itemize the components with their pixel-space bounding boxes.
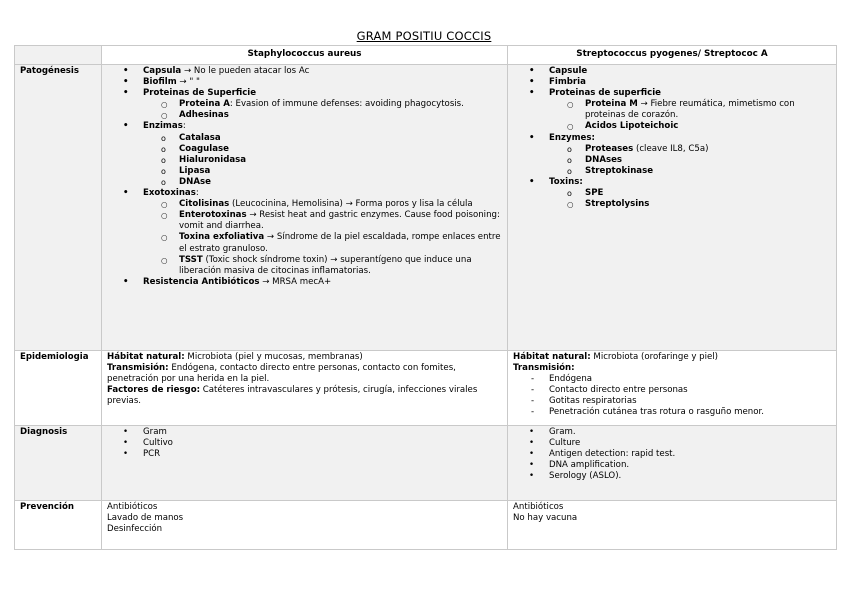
row-patogenesis: [15, 65, 837, 351]
list-item: ○ Toxina exfoliativa → Síndrome de la piel escaldada, rompe enlaces entre el estrato granuloso.: [107, 232, 502, 254]
staph-patogenesis-cell: [102, 65, 508, 351]
list-item: • Proteinas de superficie ○ Proteina M → Fiebre reumática, mimetismo con proteinas de corazón. ○ Acidos Lipoteichoic: [513, 88, 831, 132]
list-item: • Fimbria: [513, 77, 831, 88]
list-item: o Hialuronidasa: [107, 155, 502, 166]
list-item: ○ Proteina A: Evasion of immune defenses: avoiding phagocytosis.: [107, 99, 502, 110]
list-item: o DNAses: [513, 155, 831, 166]
list-item: o SPE: [513, 188, 831, 199]
list-item: • Serology (ASLO).: [513, 471, 831, 482]
row-label-prevencion: Prevención: [15, 501, 102, 550]
list-item: o Streptokinase: [513, 166, 831, 177]
list-item: o Proteases (cleave IL8, C5a): [513, 144, 831, 155]
list-item: • Toxins: o SPE ○ Streptolysins: [513, 177, 831, 210]
comparison-table: [14, 45, 837, 550]
list-item: o Lipasa: [107, 166, 502, 177]
list-item: o DNAse: [107, 177, 502, 188]
list-item: • DNA amplification.: [513, 460, 831, 471]
list-item: • Gram: [107, 427, 502, 438]
list-item: - Endógena: [513, 374, 831, 385]
list-item: ○ Enterotoxinas → Resist heat and gastric enzymes. Cause food poisoning: vomit and diarrhea.: [107, 210, 502, 232]
list-item: ○ Acidos Lipoteichoic: [513, 121, 831, 132]
header-staphylococcus: Staphylococcus aureus: [102, 46, 508, 65]
row-label-diagnosis: Diagnosis: [15, 426, 102, 501]
row-diagnosis: [15, 426, 837, 501]
list-item: • Antigen detection: rapid test.: [513, 449, 831, 460]
list-item: ○ Proteina M → Fiebre reumática, mimetismo con proteinas de corazón.: [513, 99, 831, 121]
list-item: Desinfección: [107, 524, 163, 535]
strep-prevencion-cell: [508, 501, 837, 550]
list-item: ○ TSST (Toxic shock síndrome toxin) → superantígeno que induce una liberación masiva de citocinas inflamatorias.: [107, 255, 502, 277]
list-item: • PCR: [107, 449, 502, 460]
list-item: • Capsula → No le pueden atacar los Ac: [107, 66, 502, 77]
staph-diagnosis-cell: [102, 426, 508, 501]
list-item: • Enzimas: o Catalasa o Coagulase o Hialuronidasa o Lipasa o DNAse: [107, 121, 502, 188]
list-item: ○ Citolisinas (Leucocinina, Hemolisina) → Forma poros y lisa la célula: [107, 199, 502, 210]
list-item: Antibióticos: [513, 502, 564, 512]
list-item: ○ Adhesinas: [107, 110, 502, 121]
list-item: • Culture: [513, 438, 831, 449]
row-label-patogenesis: Patogénesis: [15, 65, 102, 351]
strep-patogenesis-cell: [508, 65, 837, 351]
header-empty-cell: [15, 46, 102, 65]
list-item: • Gram.: [513, 427, 831, 438]
list-item: - Penetración cutánea tras rotura o rasguño menor.: [513, 407, 831, 418]
staph-prevencion-cell: [102, 501, 508, 550]
row-prevencion: [15, 501, 837, 550]
header-row: [15, 46, 837, 65]
list-item: No hay vacuna: [513, 513, 578, 524]
strep-epidemiologia-cell: Hábitat natural: Microbiota (orofaringe y piel) Transmisión: - Endógena - Contacto directo entre personas - Gotitas respiratorias - Penetración cutánea tras rotura o rasguño menor.: [508, 351, 837, 426]
list-item: • Biofilm → " ": [107, 77, 502, 88]
list-item: - Gotitas respiratorias: [513, 396, 831, 407]
staph-epidemiologia-cell: Hábitat natural: Microbiota (piel y mucosas, membranas) Transmisión: Endógena, contacto directo entre personas, contacto con fomites, penetración por una herida en la piel. Factores de riesgo: Catéteres intravasculares y prótesis, cirugía, infecciones virales previas.: [102, 351, 508, 426]
list-item: o Coagulase: [107, 144, 502, 155]
list-item: • Proteinas de Superficie ○ Proteina A: Evasion of immune defenses: avoiding phagocytosis. ○ Adhesinas: [107, 88, 502, 121]
list-item: • Exotoxinas: ○ Citolisinas (Leucocinina, Hemolisina) → Forma poros y lisa la célula ○ Enterotoxinas → Resist heat and gastric enzymes. Cause food poisoning: vomit and diarrhea. ○ Toxina exfoliativa → Síndrome de la piel escaldada, rompe enlaces entre el estrato granuloso. ○ TSST (Toxic shock síndrome toxin) → superantígeno que induce una liberación masiva de citocinas inflamatorias.: [107, 188, 502, 277]
list-item: ○ Streptolysins: [513, 199, 831, 210]
list-item: • Cultivo: [107, 438, 502, 449]
row-label-epidemiologia: Epidemiologia: [15, 351, 102, 426]
list-item: o Catalasa: [107, 133, 502, 144]
list-item: • Resistencia Antibióticos → MRSA mecA+: [107, 277, 502, 288]
list-item: - Contacto directo entre personas: [513, 385, 831, 396]
row-epidemiologia: [15, 351, 837, 426]
list-item: • Capsule: [513, 66, 831, 77]
list-item: Antibióticos: [107, 502, 158, 512]
header-streptococcus: Streptococcus pyogenes/ Streptococ A: [508, 46, 837, 65]
strep-diagnosis-cell: [508, 426, 837, 501]
page-title: GRAM POSITIU COCCIS: [356, 29, 492, 43]
list-item: Lavado de manos: [107, 513, 184, 524]
list-item: • Enzymes: o Proteases (cleave IL8, C5a) o DNAses o Streptokinase: [513, 133, 831, 177]
